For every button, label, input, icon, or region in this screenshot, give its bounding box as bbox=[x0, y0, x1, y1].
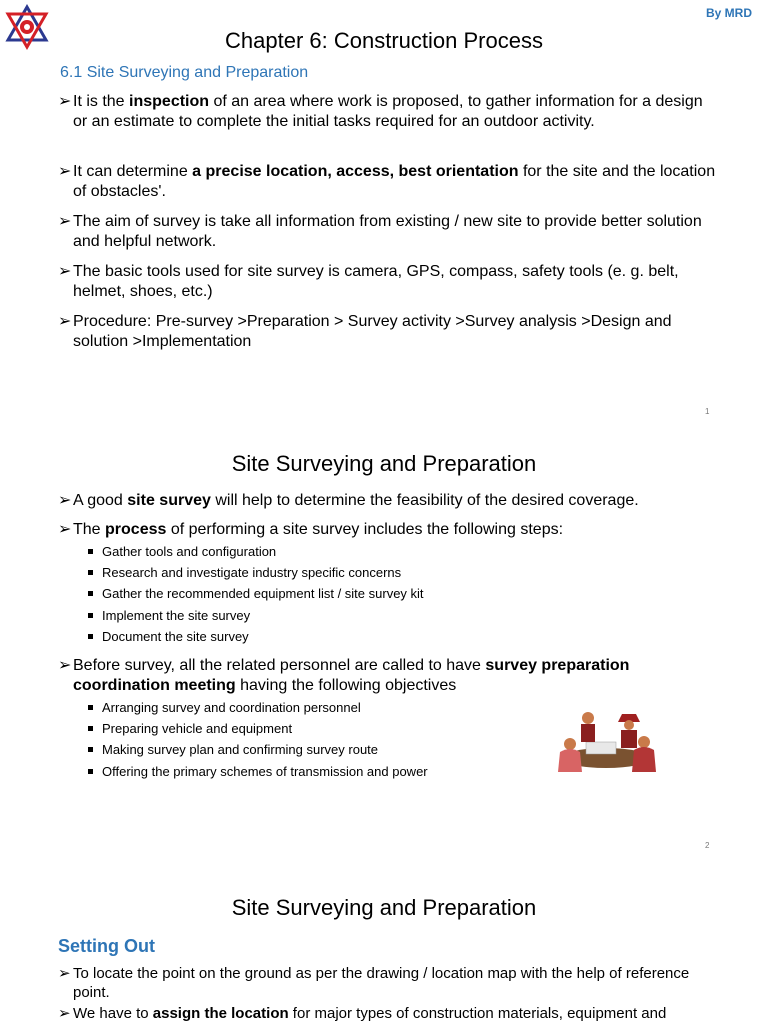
arrow-bullet-icon: ➢ bbox=[58, 965, 71, 982]
square-bullet-icon bbox=[88, 705, 93, 710]
slide2-bullet-2: ➢ The process of performing a site survey includes the following steps: bbox=[58, 521, 564, 538]
objective-item: Offering the primary schemes of transmission and power bbox=[88, 764, 538, 780]
slide2-page-number: 2 bbox=[705, 841, 710, 850]
slide3-bullet-1: ➢ To locate the point on the ground as per the drawing / location map with the help of reference point. bbox=[58, 965, 690, 1001]
slide1-title: Chapter 6: Construction Process bbox=[225, 28, 543, 53]
slide3-subhead: Setting Out bbox=[58, 936, 155, 956]
slide2-title: Site Surveying and Preparation bbox=[231, 451, 537, 476]
square-bullet-icon bbox=[88, 591, 93, 596]
arrow-bullet-icon: ➢ bbox=[58, 492, 72, 509]
meeting-clipart-icon bbox=[556, 712, 658, 778]
square-bullet-icon bbox=[88, 613, 93, 618]
step-item: Research and investigate industry specific concerns bbox=[88, 565, 688, 581]
square-bullet-icon bbox=[88, 634, 93, 639]
slide1-bullet-1: ➢ It is the inspection of an area where work is proposed, to gather information for a design or an estimate to complete the initial tasks required for an outdoor activity. bbox=[58, 93, 703, 130]
slide1-bullet-2: ➢ It can determine a precise location, access, best orientation for the site and the location of obstacles'. bbox=[58, 163, 716, 200]
arrow-bullet-icon: ➢ bbox=[58, 1005, 71, 1022]
objective-item: Arranging survey and coordination personnel bbox=[88, 700, 538, 716]
step-item: Gather tools and configuration bbox=[88, 544, 688, 560]
slide1-bullet-4: ➢ The basic tools used for site survey is camera, GPS, compass, safety tools (e. g. belt, helmet, shoes, etc.) bbox=[58, 263, 679, 300]
slide1-bullet-3: ➢ The aim of survey is take all information from existing / new site to provide better solution and helpful network. bbox=[58, 213, 702, 250]
arrow-bullet-icon: ➢ bbox=[58, 657, 72, 674]
square-bullet-icon bbox=[88, 747, 93, 752]
slide3-bullet-2: ➢ We have to assign the location for major types of construction materials, equipment and bbox=[58, 1005, 667, 1022]
square-bullet-icon bbox=[88, 726, 93, 731]
byline: By MRD bbox=[705, 6, 752, 20]
step-item: Implement the site survey bbox=[88, 608, 688, 624]
square-bullet-icon bbox=[88, 549, 93, 554]
slide3-title: Site Surveying and Preparation bbox=[231, 895, 537, 920]
arrow-bullet-icon: ➢ bbox=[58, 313, 72, 330]
objective-item: Preparing vehicle and equipment bbox=[88, 721, 538, 737]
square-bullet-icon bbox=[88, 570, 93, 575]
arrow-bullet-icon: ➢ bbox=[58, 93, 72, 110]
arrow-bullet-icon: ➢ bbox=[58, 263, 72, 280]
slide1-subhead: 6.1 Site Surveying and Preparation bbox=[60, 64, 309, 81]
slide2-bullet-1: ➢ A good site survey will help to determine the feasibility of the desired coverage. bbox=[58, 492, 639, 509]
slide1-page-number: 1 bbox=[705, 407, 710, 416]
objective-item: Making survey plan and confirming survey route bbox=[88, 742, 538, 758]
arrow-bullet-icon: ➢ bbox=[58, 213, 72, 230]
arrow-bullet-icon: ➢ bbox=[58, 521, 72, 538]
step-item: Document the site survey bbox=[88, 629, 688, 645]
step-item: Gather the recommended equipment list / site survey kit bbox=[88, 586, 688, 602]
square-bullet-icon bbox=[88, 769, 93, 774]
slide1-bullet-5: ➢ Procedure: Pre-survey >Preparation > Survey activity >Survey analysis >Design and solution >Implementation bbox=[58, 313, 672, 350]
slide2-bullet-3: ➢ Before survey, all the related personnel are called to have survey preparation coordination meeting having the following objectives bbox=[58, 657, 630, 694]
arrow-bullet-icon: ➢ bbox=[58, 163, 72, 180]
